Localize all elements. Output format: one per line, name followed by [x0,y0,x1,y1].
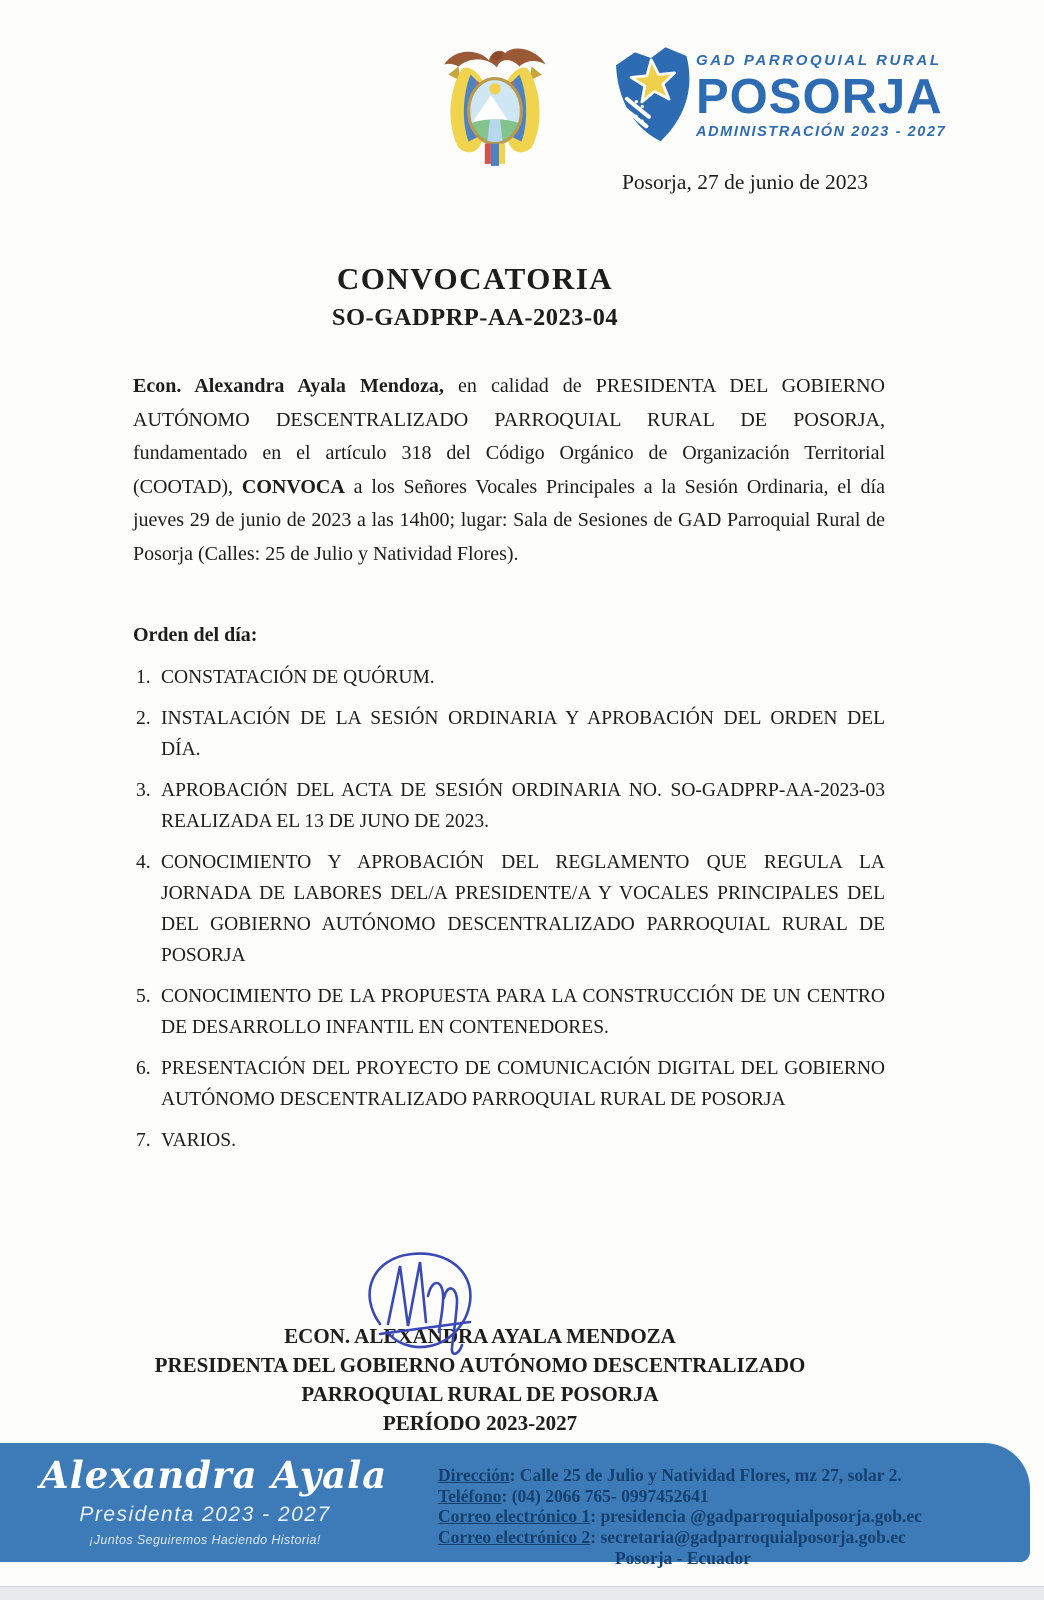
posorja-shield-icon [609,40,701,152]
contact-email-1-value: : presidencia @gadparroquialposorja.gob.ec [590,1506,922,1526]
title-block [135,260,815,335]
agenda-item-text: VARIOS. [161,1130,236,1151]
contact-location: Posorja - Ecuador [614,1548,752,1568]
agenda-item-text: INSTALACIÓN DE LA SESIÓN ORDINARIA Y APROBACIÓN DEL ORDEN DEL DÍA. [161,708,885,760]
agenda-item-7 [133,1125,885,1156]
signer-title-1: PRESIDENTA DEL GOBIERNO AUTÓNOMO DESCENTRALIZADO [154,1353,806,1377]
document-date: Posorja, 27 de junio de 2023 [621,170,868,194]
contact-address-value: : Calle 25 de Julio y Natividad Flores, mz 27, solar 2. [509,1465,902,1485]
contact-email-1 [438,1506,928,1527]
footer-band [0,1443,1030,1568]
agenda-item-3 [133,775,885,837]
agenda-item-1 [133,662,885,693]
intro-text-2: a los Señores Vocales Principales a la Sesión Ordinaria, el día jueves 29 de junio de 2023 a las 14h00; lugar: Sala de Sesiones de GAD Parroquial Rural de Posorja (Calles: 25 de Julio y Natividad Flores). [133,475,885,565]
logo-text [696,52,947,140]
handwritten-signature [350,1244,488,1356]
contact-phone [438,1486,928,1507]
agenda-item-number: 4. [136,852,151,873]
footer-subtitle: Presidenta 2023 - 2027 [79,1503,331,1526]
contact-email-2 [438,1527,928,1548]
signer-title-2: PARROQUIAL RURAL DE POSORJA [301,1382,659,1406]
page-bottom-edge [0,1586,1044,1600]
agenda-item-text: CONOCIMIENTO DE LA PROPUESTA PARA LA CONSTRUCCIÓN DE UN CENTRO DE DESARROLLO INFANTIL EN CONTENEDORES. [161,986,885,1038]
agenda-item-2 [133,703,885,765]
intro-text-1: en calidad de PRESIDENTA DEL GOBIERNO AUTÓNOMO DESCENTRALIZADO PARROQUIAL RURAL DE POSORJA, fundamentado en el artículo 318 del Código Orgánico de Organización Territorial (COOTAD), [133,375,885,498]
footer-script-name: Alexandra Ayala [40,1453,388,1497]
agenda-heading: Orden del día: [133,624,258,646]
agenda-item-text: CONOCIMIENTO Y APROBACIÓN DEL REGLAMENTO QUE REGULA LA JORNADA DE LABORES DEL/A PRESIDENTE/A Y VOCALES PRINCIPALES DEL DEL GOBIERNO AUTÓNOMO DESCENTRALIZADO PARROQUIAL RURAL DE POSORJA [161,852,885,966]
contact-email-1-label: Correo electrónico 1 [438,1506,591,1526]
agenda-item-4 [133,847,885,971]
agenda-item-number: 5. [136,986,151,1007]
convoca-bold: CONVOCA [241,475,345,498]
footer-slogan: ¡Juntos Seguiremos Haciendo Historia! [89,1533,321,1547]
agenda-list [133,662,885,1166]
intro-author-bold: Econ. Alexandra Ayala Mendoza, [133,375,444,397]
agenda-item-text: CONSTATACIÓN DE QUÓRUM. [161,667,435,688]
document-title: CONVOCATORIA [336,261,614,296]
contact-phone-label: Teléfono [438,1485,502,1506]
contact-email-2-label: Correo electrónico 2 [438,1526,591,1547]
intro-paragraph [133,370,885,571]
logo-administration: ADMINISTRACIÓN 2023 - 2027 [696,124,947,140]
footer-branding [40,1451,388,1547]
agenda-item-number: 7. [136,1130,151,1151]
contact-email-2-value: : secretaria@gadparroquialposorja.gob.ec [590,1526,906,1547]
signer-name: ECON. ALEXANDRA AYALA MENDOZA [284,1324,676,1348]
agenda-item-number: 2. [136,708,151,729]
contact-address-label: Dirección [438,1465,510,1485]
posorja-logo [600,40,947,170]
agenda-item-text: APROBACIÓN DEL ACTA DE SESIÓN ORDINARIA NO. SO-GADPRP-AA-2023-03 REALIZADA EL 13 DE JUNO DE 2023. [161,780,885,832]
document-code: SO-GADPRP-AA-2023-04 [331,304,619,331]
logo-name: POSORJA [696,70,943,124]
agenda-item-6 [133,1053,885,1115]
agenda-item-number: 3. [136,780,151,801]
ecuador-coat-of-arms-icon [428,36,562,170]
footer-contact [438,1465,928,1569]
contact-address [438,1465,928,1486]
agenda-item-number: 6. [136,1058,151,1079]
signer-period: PERÍODO 2023-2027 [382,1411,578,1435]
agenda-item-text: PRESENTACIÓN DEL PROYECTO DE COMUNICACIÓN DIGITAL DEL GOBIERNO AUTÓNOMO DESCENTRALIZADO PARROQUIAL RURAL DE POSORJA [161,1058,885,1110]
agenda-item-5 [133,981,885,1043]
agenda-item-number: 1. [136,667,151,688]
logo-tagline: GAD PARROQUIAL RURAL [696,52,942,69]
contact-phone-value: : (04) 2066 765- 0997452641 [501,1485,709,1506]
